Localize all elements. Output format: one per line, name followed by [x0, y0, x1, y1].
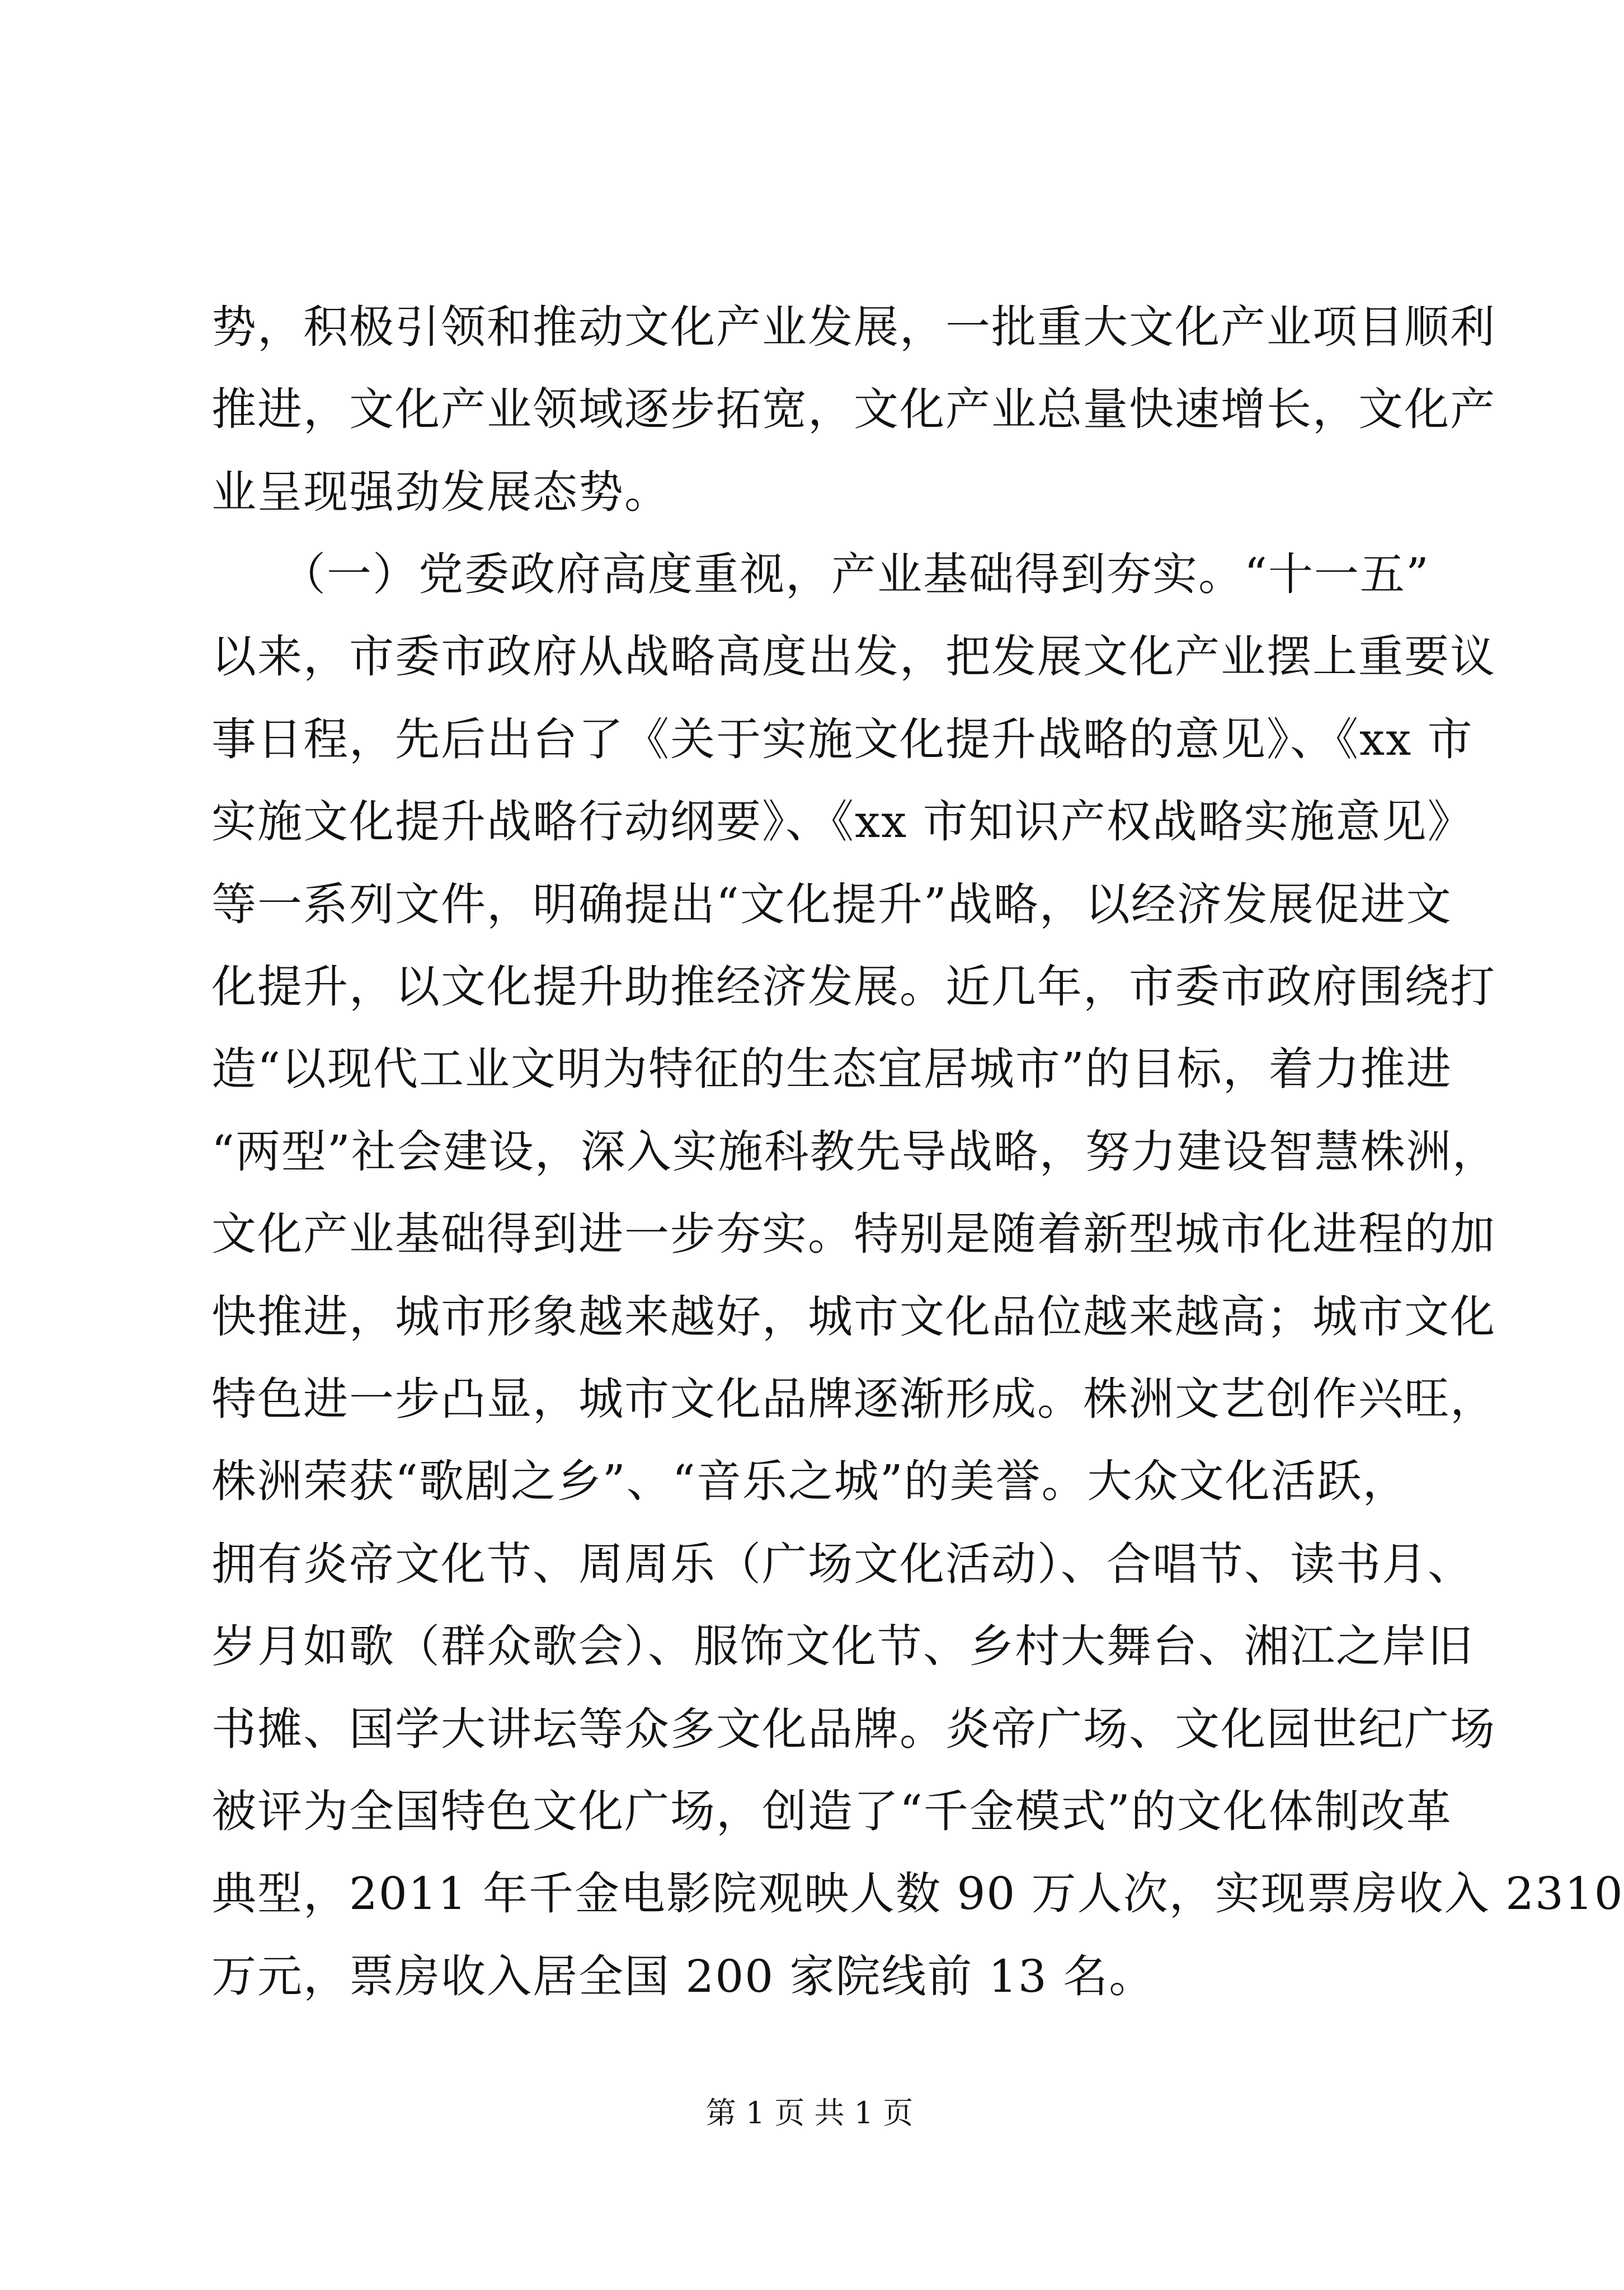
body-text-line: 万元，票房收入居全国 200 家院线前 13 名。 [211, 1950, 1155, 2002]
body-text-line: 事日程，先后出台了《关于实施文化提升战略的意见》、《xx 市 [211, 713, 1474, 765]
body-text-line: 实施文化提升战略行动纲要》、《xx 市知识产权战略实施意见》 [211, 796, 1474, 848]
section-heading-line: （一）党委政府高度重视，产业基础得到夯实。“十一五” [211, 548, 1430, 600]
body-text-line: 化提升，以文化提升助推经济发展。近几年，市委市政府围绕打 [211, 961, 1496, 1013]
body-text-line: 书摊、国学大讲坛等众多文化品牌。炎帝广场、文化园世纪广场 [211, 1703, 1496, 1755]
body-text-line: 等一系列文件，明确提出“文化提升”战略，以经济发展促进文 [211, 878, 1452, 930]
page-footer: 第 1 页 共 1 页 [705, 2095, 914, 2131]
body-text-line: 快推进，城市形象越来越好，城市文化品位越来越高；城市文化 [211, 1291, 1496, 1343]
body-text-line: 文化产业基础得到进一步夯实。特别是随着新型城市化进程的加 [211, 1208, 1496, 1260]
body-text-line: 被评为全国特色文化广场，创造了“千金模式”的文化体制改革 [211, 1785, 1452, 1837]
body-text-line: 岁月如歌（群众歌会）、服饰文化节、乡村大舞台、湘江之岸旧 [211, 1620, 1474, 1672]
body-text-line: 造“以现代工业文明为特征的生态宜居城市”的目标，着力推进 [211, 1043, 1452, 1095]
body-text-line: 势，积极引领和推动文化产业发展，一批重大文化产业项目顺利 [211, 301, 1496, 353]
body-text-line: “两型”社会建设，深入实施科教先导战略，努力建设智慧株洲， [211, 1126, 1498, 1178]
body-text-line: 推进，文化产业领域逐步拓宽，文化产业总量快速增长，文化产 [211, 383, 1496, 435]
body-text-line: 株洲荣获“歌剧之乡”、“音乐之城”的美誉。大众文化活跃， [211, 1455, 1409, 1507]
body-text-line: 以来，市委市政府从战略高度出发，把发展文化产业摆上重要议 [211, 631, 1496, 683]
body-text-line: 典型，2011 年千金电影院观映人数 90 万人次，实现票房收入 2310 [211, 1868, 1624, 1920]
body-text-line: 拥有炎帝文化节、周周乐（广场文化活动）、合唱节、读书月、 [211, 1538, 1474, 1590]
body-text-line: 特色进一步凸显，城市文化品牌逐渐形成。株洲文艺创作兴旺， [211, 1373, 1496, 1425]
body-text-line: 业呈现强劲发展态势。 [211, 466, 670, 518]
